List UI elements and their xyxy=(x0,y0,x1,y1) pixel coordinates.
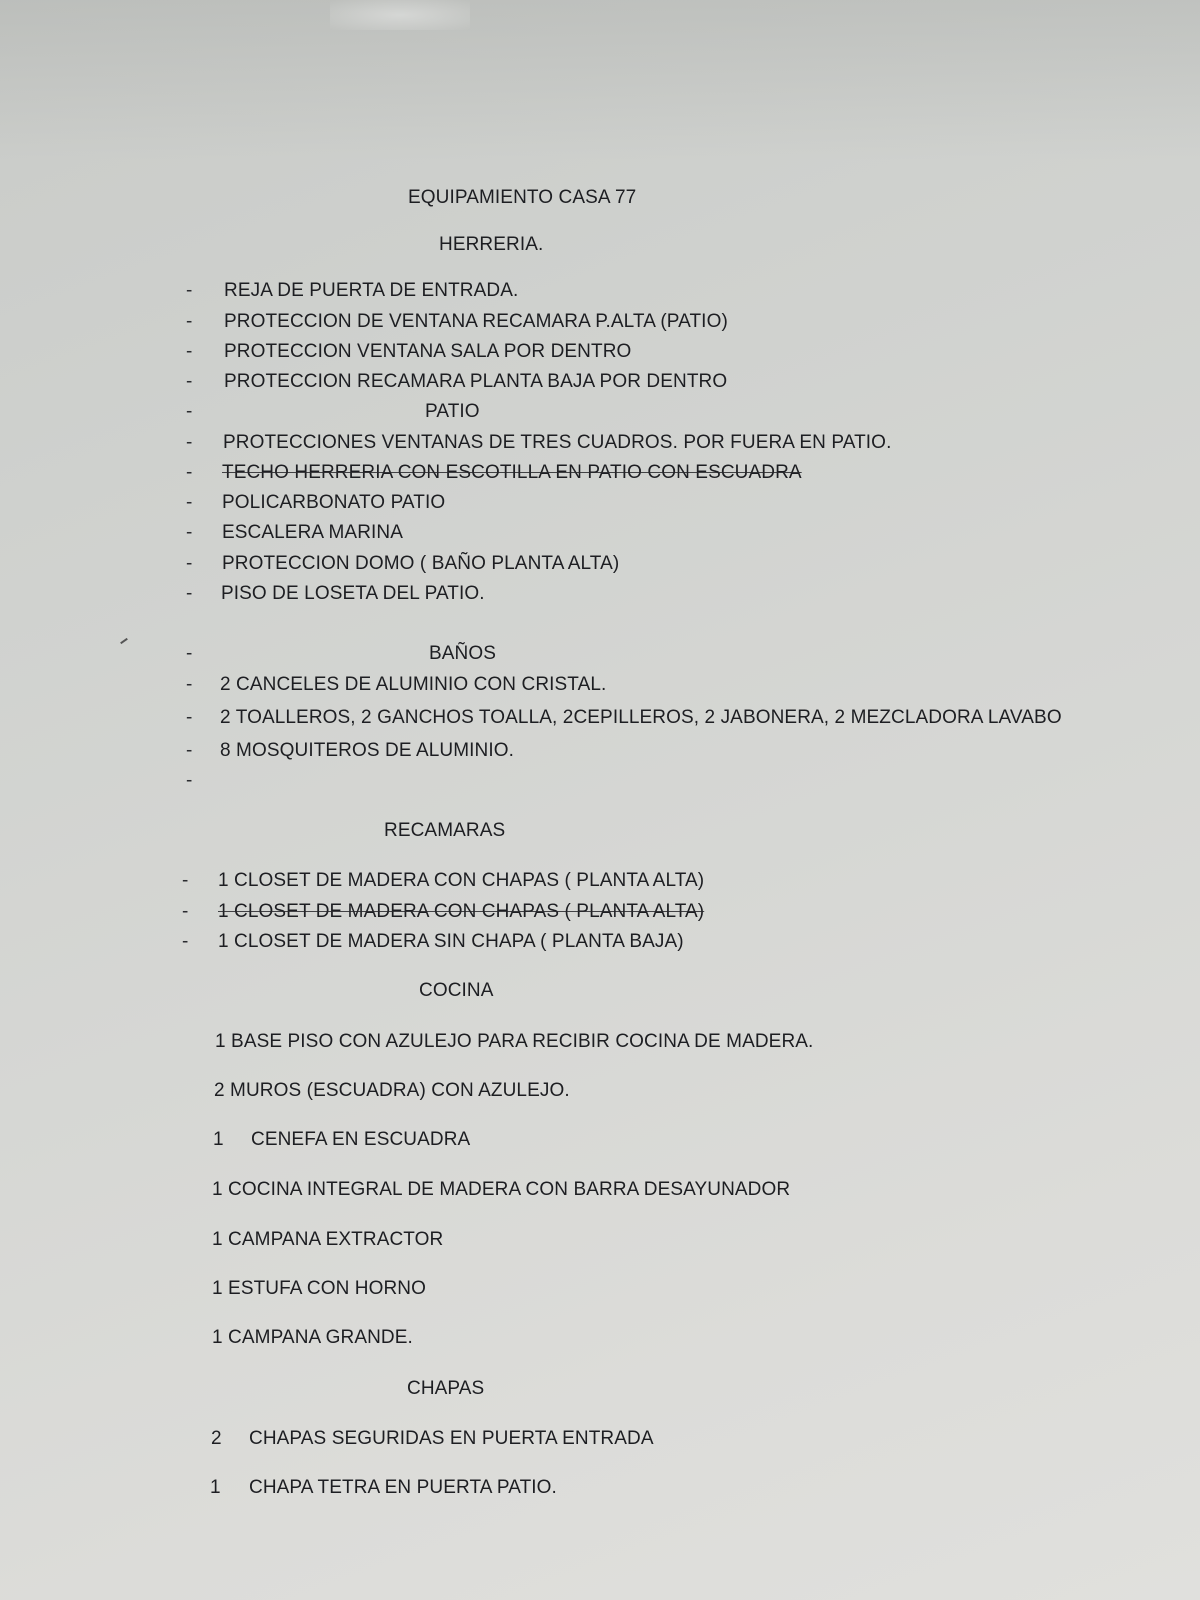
bullet-dash: - xyxy=(186,432,193,453)
bullet-dash: - xyxy=(186,341,193,362)
document-title: EQUIPAMIENTO CASA 77 xyxy=(408,187,637,208)
bullet-dash: - xyxy=(186,311,193,332)
list-item: PROTECCION VENTANA SALA POR DENTRO xyxy=(224,341,632,362)
list-item: ESCALERA MARINA xyxy=(222,522,403,543)
list-item: PROTECCION RECAMARA PLANTA BAJA POR DENTRO xyxy=(224,371,728,392)
list-item: 2 CANCELES DE ALUMINIO CON CRISTAL. xyxy=(220,674,607,695)
list-item: 1 CAMPANA GRANDE. xyxy=(212,1327,413,1348)
list-item: CHAPA TETRA EN PUERTA PATIO. xyxy=(249,1477,557,1498)
bullet-dash: - xyxy=(186,674,193,695)
list-item: 2 TOALLEROS, 2 GANCHOS TOALLA, 2CEPILLEROS, 2 JABONERA, 2 MEZCLADORA LAVABO xyxy=(220,707,1062,728)
bullet-dash: - xyxy=(186,462,193,483)
bullet-dash: - xyxy=(186,371,193,392)
bullet-dash: - xyxy=(186,401,193,422)
list-item: CENEFA EN ESCUADRA xyxy=(251,1129,471,1150)
list-item: 1 CLOSET DE MADERA SIN CHAPA ( PLANTA BAJA) xyxy=(218,931,684,952)
bullet-dash: - xyxy=(182,931,189,952)
section-heading-chapas: CHAPAS xyxy=(407,1378,485,1399)
bullet-dash: - xyxy=(186,707,193,728)
item-quantity: 2 xyxy=(211,1428,222,1449)
bullet-dash: - xyxy=(186,280,193,301)
section-heading-recamaras: RECAMARAS xyxy=(384,820,506,841)
section-heading-cocina: COCINA xyxy=(419,980,494,1001)
list-item: PROTECCION DE VENTANA RECAMARA P.ALTA (PATIO) xyxy=(224,311,728,332)
bullet-dash: - xyxy=(186,740,193,761)
bullet-dash: - xyxy=(186,522,193,543)
list-item: 8 MOSQUITEROS DE ALUMINIO. xyxy=(220,740,514,761)
paper-glare xyxy=(330,0,470,30)
list-item: 2 MUROS (ESCUADRA) CON AZULEJO. xyxy=(214,1080,570,1101)
bullet-dash: - xyxy=(182,870,189,891)
list-item: PISO DE LOSETA DEL PATIO. xyxy=(221,583,485,604)
list-item: REJA DE PUERTA DE ENTRADA. xyxy=(224,280,519,301)
item-quantity: 1 xyxy=(213,1129,224,1150)
bullet-dash: - xyxy=(182,901,189,922)
list-item: 1 CLOSET DE MADERA CON CHAPAS ( PLANTA ALTA) xyxy=(218,901,705,922)
bullet-dash: - xyxy=(186,770,193,791)
list-item: PATIO xyxy=(425,401,480,422)
list-item: 1 ESTUFA CON HORNO xyxy=(212,1278,427,1299)
list-item: 1 CLOSET DE MADERA CON CHAPAS ( PLANTA ALTA) xyxy=(218,870,705,891)
pen-mark xyxy=(120,638,128,644)
list-item: 1 CAMPANA EXTRACTOR xyxy=(212,1229,444,1250)
bullet-dash: - xyxy=(186,643,193,664)
bullet-dash: - xyxy=(186,553,193,574)
item-quantity: 1 xyxy=(210,1477,221,1498)
bullet-dash: - xyxy=(186,492,193,513)
list-item: CHAPAS SEGURIDAS EN PUERTA ENTRADA xyxy=(249,1428,654,1449)
section-heading-herreria: HERRERIA. xyxy=(439,234,544,255)
section-heading-banos: BAÑOS xyxy=(429,643,497,664)
list-item: PROTECCION DOMO ( BAÑO PLANTA ALTA) xyxy=(222,553,620,574)
list-item: POLICARBONATO PATIO xyxy=(222,492,446,513)
list-item: PROTECCIONES VENTANAS DE TRES CUADROS. POR FUERA EN PATIO. xyxy=(223,432,892,453)
list-item: 1 COCINA INTEGRAL DE MADERA CON BARRA DESAYUNADOR xyxy=(212,1179,791,1200)
bullet-dash: - xyxy=(186,583,193,604)
paper-shadow xyxy=(0,0,1200,160)
list-item: TECHO HERRERIA CON ESCOTILLA EN PATIO CON ESCUADRA xyxy=(222,462,802,483)
list-item: 1 BASE PISO CON AZULEJO PARA RECIBIR COCINA DE MADERA. xyxy=(215,1031,814,1052)
